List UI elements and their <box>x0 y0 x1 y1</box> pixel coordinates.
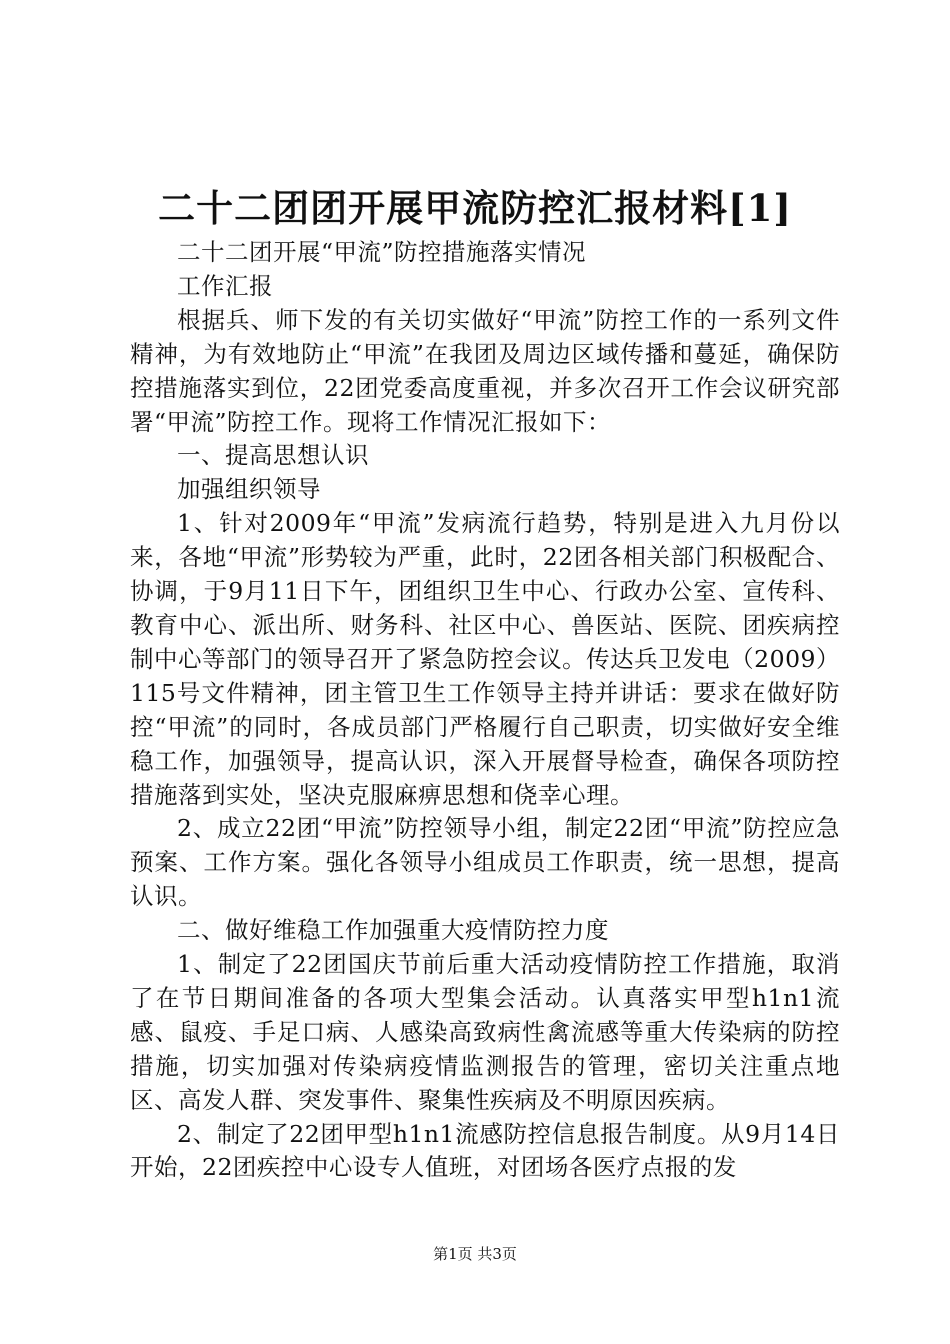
document-body <box>130 236 840 1185</box>
paragraph-1-1: 1、针对2009年“甲流”发病流行趋势，特别是进入九月份以来，各地“甲流”形势较为严重，此时，22团各相关部门积极配合、协调，于9月11日下午，团组织卫生中心、行政办公室、宣传科、教育中心、派出所、财务科、社区中心、兽医站、医院、团疾病控制中心等部门的领导召开了紧急防控会议。传达兵卫发电（2009）115号文件精神，团主管卫生工作领导主持并讲话：要求在做好防控“甲流”的同时，各成员部门严格履行自己职责，切实做好安全维稳工作，加强领导，提高认识，深入开展督导检查，确保各项防控措施落到实处，坚决克服麻痹思想和侥幸心理。 <box>130 509 840 809</box>
intro-paragraph: 根据兵、师下发的有关切实做好“甲流”防控工作的一系列文件精神，为有效地防止“甲流”在我团及周边区域传播和蔓延，确保防控措施落实到位，22团党委高度重视，并多次召开工作会议研究部署“甲流”防控工作。现将工作情况汇报如下： <box>130 305 840 436</box>
page-footer: 第1页 共3页 <box>433 1245 517 1263</box>
subtitle-line-2: 工作汇报 <box>177 271 273 300</box>
section-heading-1-continued: 加强组织领导 <box>177 475 321 504</box>
section-heading-2: 二、做好维稳工作加强重大疫情防控力度 <box>177 916 609 945</box>
paragraph-2-1: 1、制定了22团国庆节前后重大活动疫情防控工作措施，取消了在节日期间准备的各项大型集会活动。认真落实甲型h1n1流感、鼠疫、手足口病、人感染高致病性禽流感等重大传染病的防控措施，切实加强对传染病疫情监测报告的管理，密切关注重点地区、高发人群、突发事件、聚集性疾病及不明原因疾病。 <box>130 950 840 1114</box>
section-heading-1: 一、提高思想认识 <box>177 441 369 470</box>
subtitle-line-1: 二十二团开展“甲流”防控措施落实情况 <box>177 238 587 266</box>
paragraph-1-2: 2、成立22团“甲流”防控领导小组，制定22团“甲流”防控应急预案、工作方案。强化各领导小组成员工作职责，统一思想，提高认识。 <box>130 814 840 911</box>
paragraph-2-2: 2、制定了22团甲型h1n1流感防控信息报告制度。从9月14日开始，22团疾控中心设专人值班，对团场各医疗点报的发 <box>130 1119 840 1182</box>
document-title: 二十二团团开展甲流防控汇报材料[1] <box>158 186 792 230</box>
